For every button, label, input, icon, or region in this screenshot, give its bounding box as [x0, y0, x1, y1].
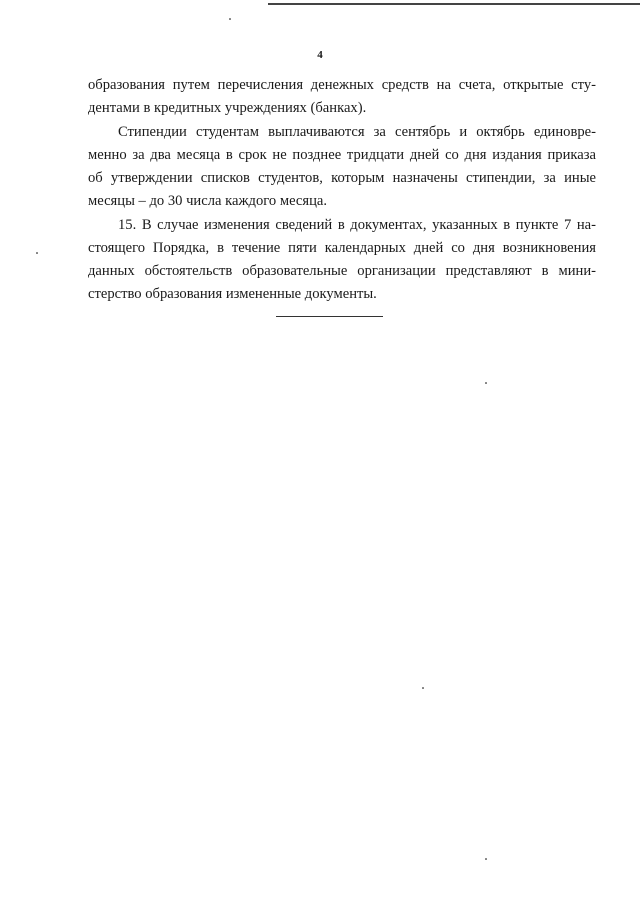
scan-speck: [485, 382, 487, 384]
scan-speck: [36, 252, 38, 254]
scan-speck: [485, 858, 487, 860]
scan-speck: [229, 18, 231, 20]
paragraph-3-line-1: 15. В случае изменения сведений в документах, указанных в пункте 7 на-: [118, 217, 596, 233]
paragraph-2-line-1: Стипендии студентам выплачиваются за сентябрь и октябрь единовре-: [118, 124, 596, 140]
page-number: 4: [317, 49, 323, 61]
paragraph-3-line-3: данных обстоятельств образовательные организации представляют в мини-: [88, 263, 596, 279]
paragraph-1-line-2: дентами в кредитных учреждениях (банках).: [88, 100, 367, 116]
paragraph-2-line-4: месяцы – до 30 числа каждого месяца.: [88, 193, 328, 209]
paragraph-2-line-2: менно за два месяца в срок не позднее тридцати дней со дня издания приказа: [88, 147, 596, 163]
paragraph-1-line-1: образования путем перечисления денежных средств на счета, открытые сту-: [88, 77, 596, 93]
scan-speck: [422, 687, 424, 689]
end-of-text-rule: [276, 316, 383, 317]
top-border-line: [268, 3, 640, 5]
paragraph-2-line-3: об утверждении списков студентов, которым назначены стипендии, за иные: [88, 170, 596, 186]
paragraph-3-line-4: стерство образования измененные документы.: [88, 286, 377, 302]
paragraph-3-line-2: стоящего Порядка, в течение пяти календарных дней со дня возникновения: [88, 240, 596, 256]
